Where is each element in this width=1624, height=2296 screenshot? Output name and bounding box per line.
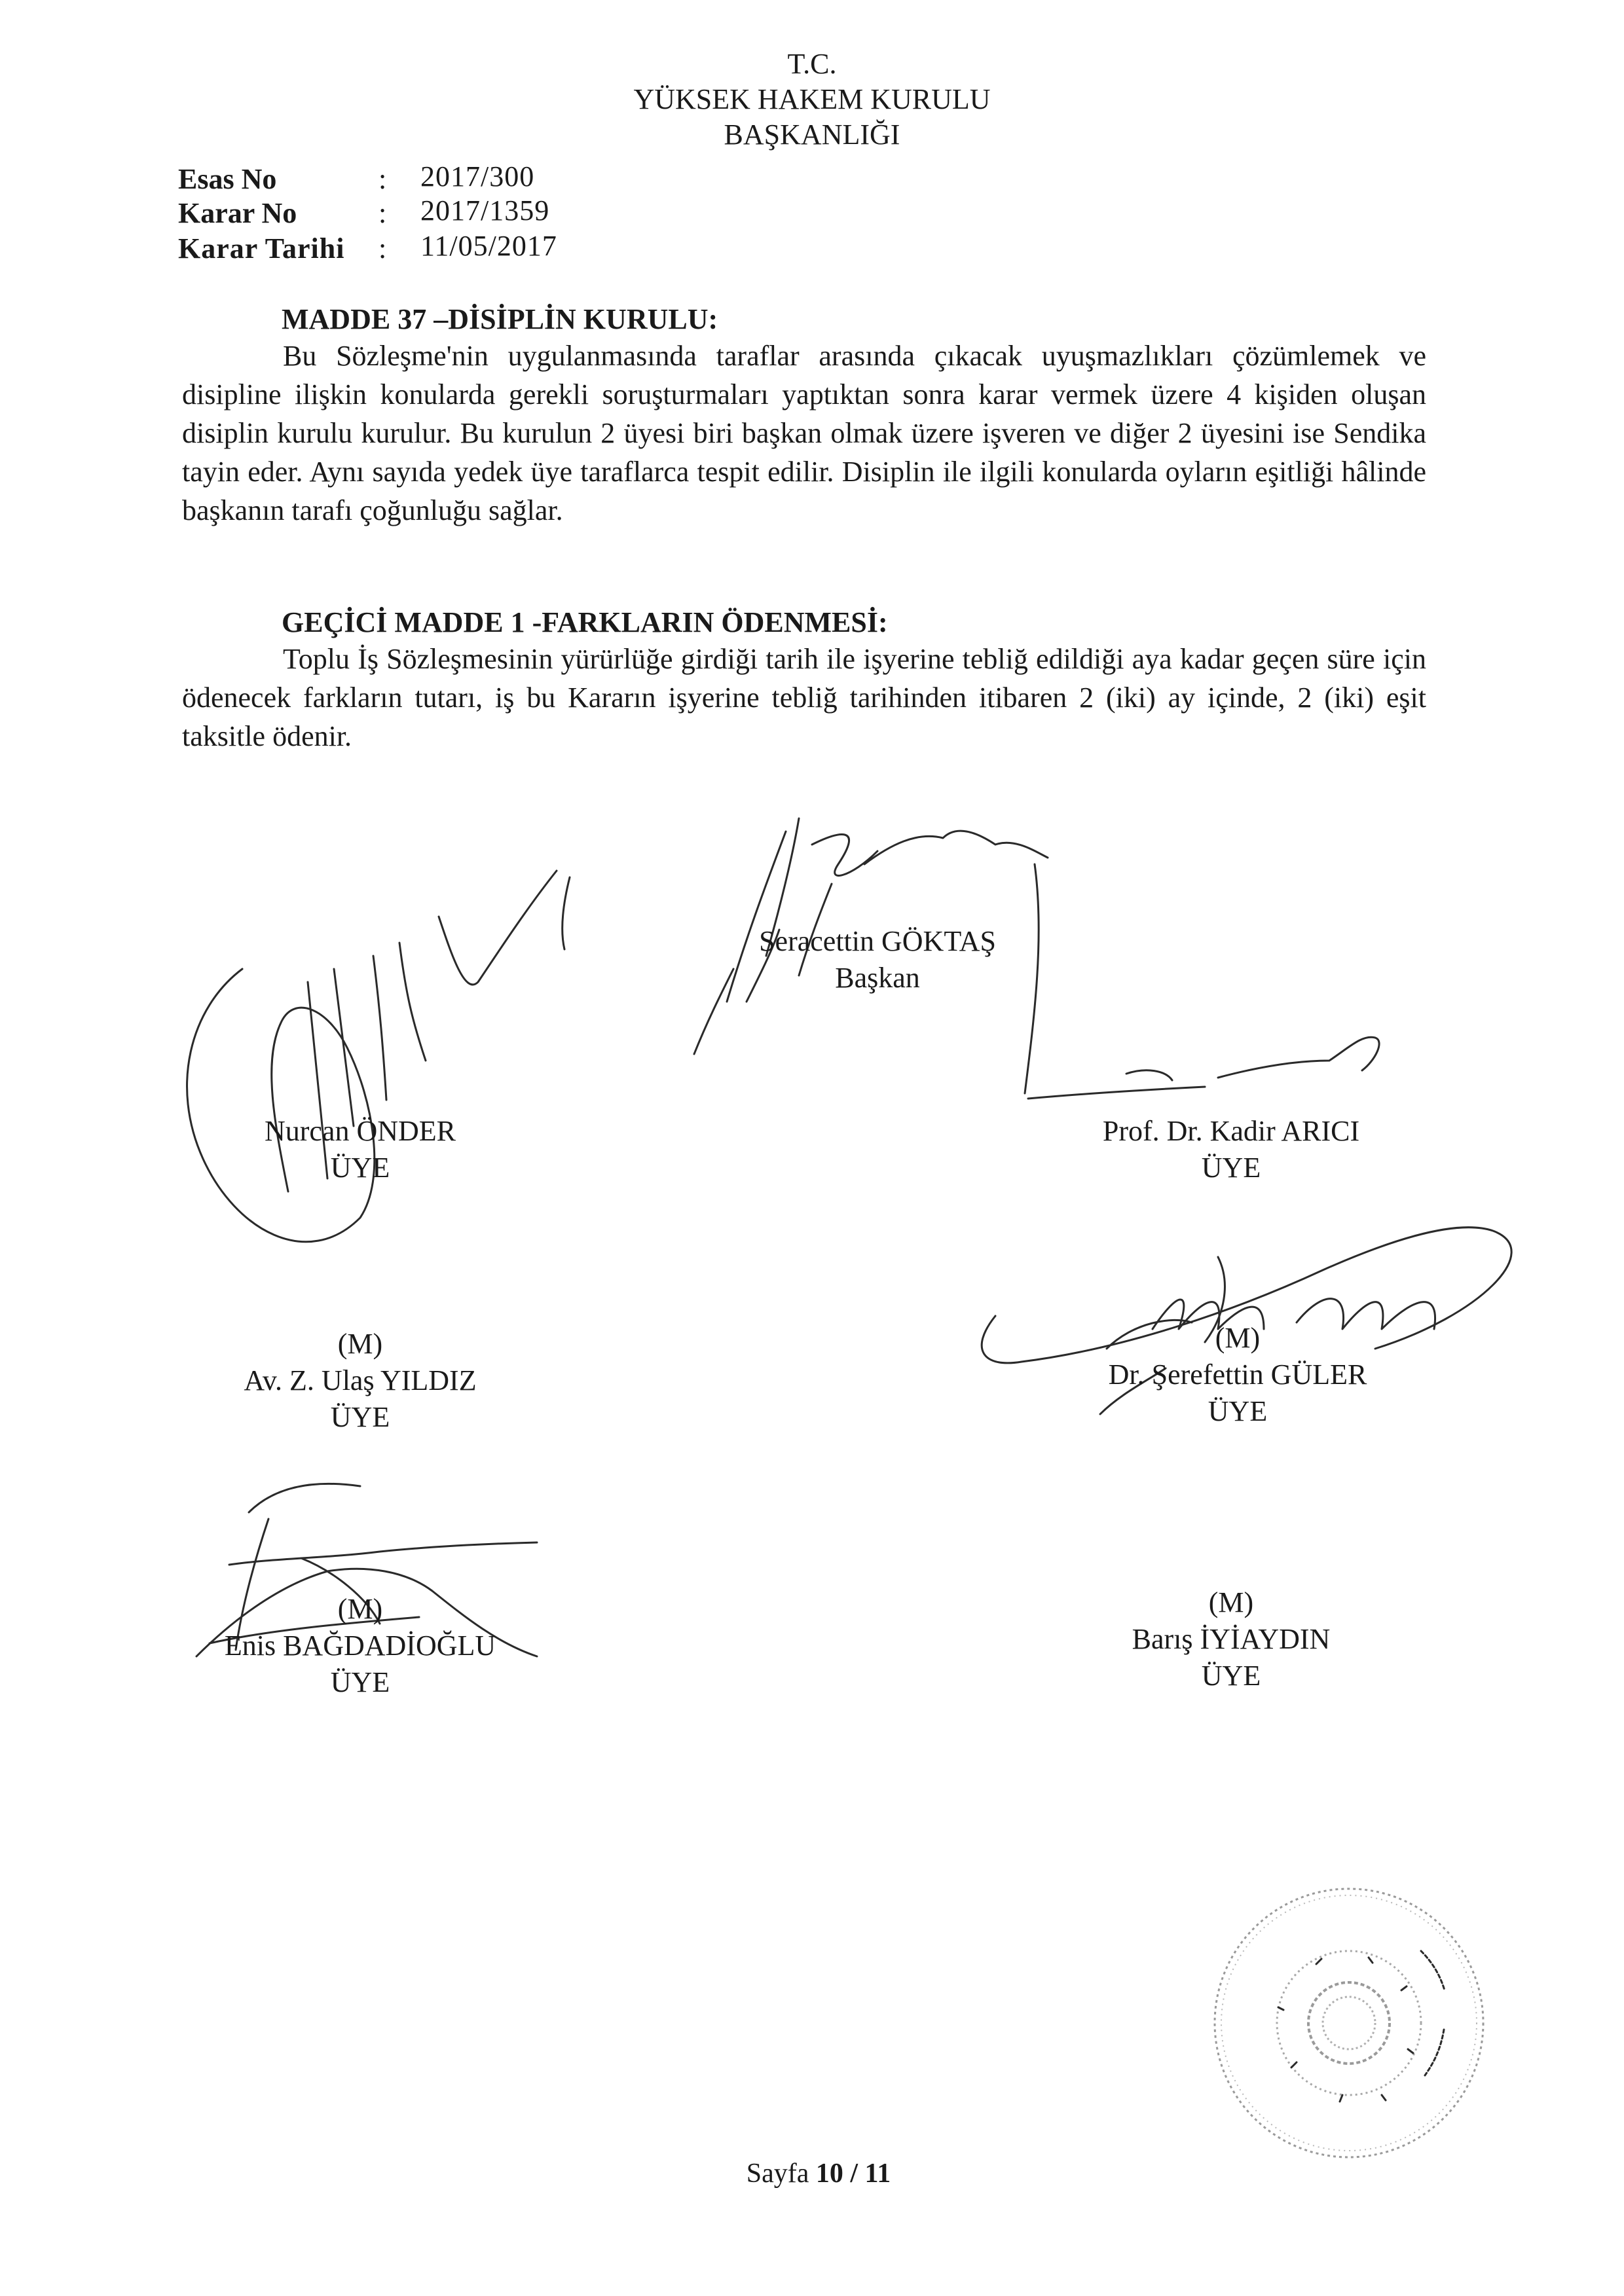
signatory-guler-mark: (M) xyxy=(1215,1322,1261,1354)
signatory-onder-role: ÜYE xyxy=(330,1152,390,1184)
signatory-goktas-name: Seracettin GÖKTAŞ xyxy=(759,925,996,957)
signatory-iyiaydin-role: ÜYE xyxy=(1201,1660,1261,1692)
official-seal xyxy=(1205,1879,1493,2167)
page-prefix: Sayfa xyxy=(746,2159,809,2189)
signatory-onder-name: Nurcan ÖNDER xyxy=(264,1115,456,1147)
signatory-arici xyxy=(1067,1113,1395,1186)
signatory-guler-role: ÜYE xyxy=(1208,1395,1268,1427)
header-institution: YÜKSEK HAKEM KURULU xyxy=(633,83,991,115)
signatory-yildiz-mark: (M) xyxy=(337,1328,383,1360)
section-heading-madde-37: MADDE 37 –DİSİPLİN KURULU: xyxy=(282,303,718,335)
signatory-iyiaydin xyxy=(1067,1584,1395,1694)
signatory-bagdadioglu-name: Enis BAĞDADİOĞLU xyxy=(224,1630,496,1662)
section-text-madde-37: Bu Sözleşme'nin uygulanmasında taraflar arasında çıkacak uyuşmazlıkları çözümlemek ve disipline ilişkin konularda gerekli soruşturmaları yaptıktan sonra karar vermek üzere 4 kişiden oluşan disiplin kurulu kurulur. Bu kurulun 2 üyesi biri başkan olmak üzere işveren ve diğer 2 üyesini ise Sendika tayin eder. Aynı sayıda yedek üye taraflarca tespit edilir. Disiplin ile ilgili konularda oyların eşitliği hâlinde başkanın tarafı çoğunluğu sağlar. xyxy=(182,340,1426,526)
signatory-goktas xyxy=(714,923,1041,996)
signatory-onder xyxy=(196,1113,524,1186)
header-office: BAŞKANLIĞI xyxy=(724,118,900,151)
signatory-arici-name: Prof. Dr. Kadir ARICI xyxy=(1102,1115,1360,1147)
karar-no-value: 2017/1359 xyxy=(420,194,550,227)
signatory-iyiaydin-name: Barış İYİAYDIN xyxy=(1132,1623,1331,1655)
esas-no-label: Esas No xyxy=(178,163,277,195)
signature-onder xyxy=(164,851,609,1296)
page-count: 10 / 11 xyxy=(815,2159,891,2189)
section-body-gecici-madde-1 xyxy=(182,640,1426,756)
signature-arici xyxy=(1008,1021,1467,1120)
signatory-bagdadioglu-mark: (M) xyxy=(337,1593,383,1625)
signatory-iyiaydin-mark: (M) xyxy=(1208,1586,1254,1618)
header-tc: T.C. xyxy=(787,48,837,80)
section-heading-gecici-madde-1: GEÇİCİ MADDE 1 -FARKLARIN ÖDENMESİ: xyxy=(282,606,888,638)
section-body-madde-37 xyxy=(182,337,1426,530)
signatory-yildiz xyxy=(196,1326,524,1436)
karar-no-colon: : xyxy=(378,197,387,229)
page-number xyxy=(720,2158,917,2189)
esas-no-value: 2017/300 xyxy=(420,160,535,192)
signatory-arici-role: ÜYE xyxy=(1201,1152,1261,1184)
signatory-goktas-role: Başkan xyxy=(835,962,920,994)
signatory-yildiz-name: Av. Z. Ulaş YILDIZ xyxy=(244,1364,477,1396)
signatory-guler-name: Dr. Şerefettin GÜLER xyxy=(1108,1358,1367,1391)
karar-tarihi-colon: : xyxy=(378,232,387,264)
karar-tarihi-label: Karar Tarihi xyxy=(178,232,345,264)
karar-tarihi-value: 11/05/2017 xyxy=(420,230,557,262)
section-text-gecici-madde-1: Toplu İş Sözleşmesinin yürürlüğe girdiği tarih ile işyerine tebliğ edildiği aya kadar geçen süre için ödenecek farkların tutarı, iş bu Kararın işyerine tebliğ tarihinden itibaren 2 (iki) ay içinde, 2 (iki) eşit taksitle ödenir. xyxy=(182,643,1426,752)
signatory-bagdadioglu xyxy=(196,1591,524,1701)
signatory-guler xyxy=(1067,1320,1408,1430)
signatory-yildiz-role: ÜYE xyxy=(330,1401,390,1433)
karar-no-label: Karar No xyxy=(178,197,297,229)
esas-no-colon: : xyxy=(378,163,387,195)
signatory-bagdadioglu-role: ÜYE xyxy=(330,1666,390,1698)
